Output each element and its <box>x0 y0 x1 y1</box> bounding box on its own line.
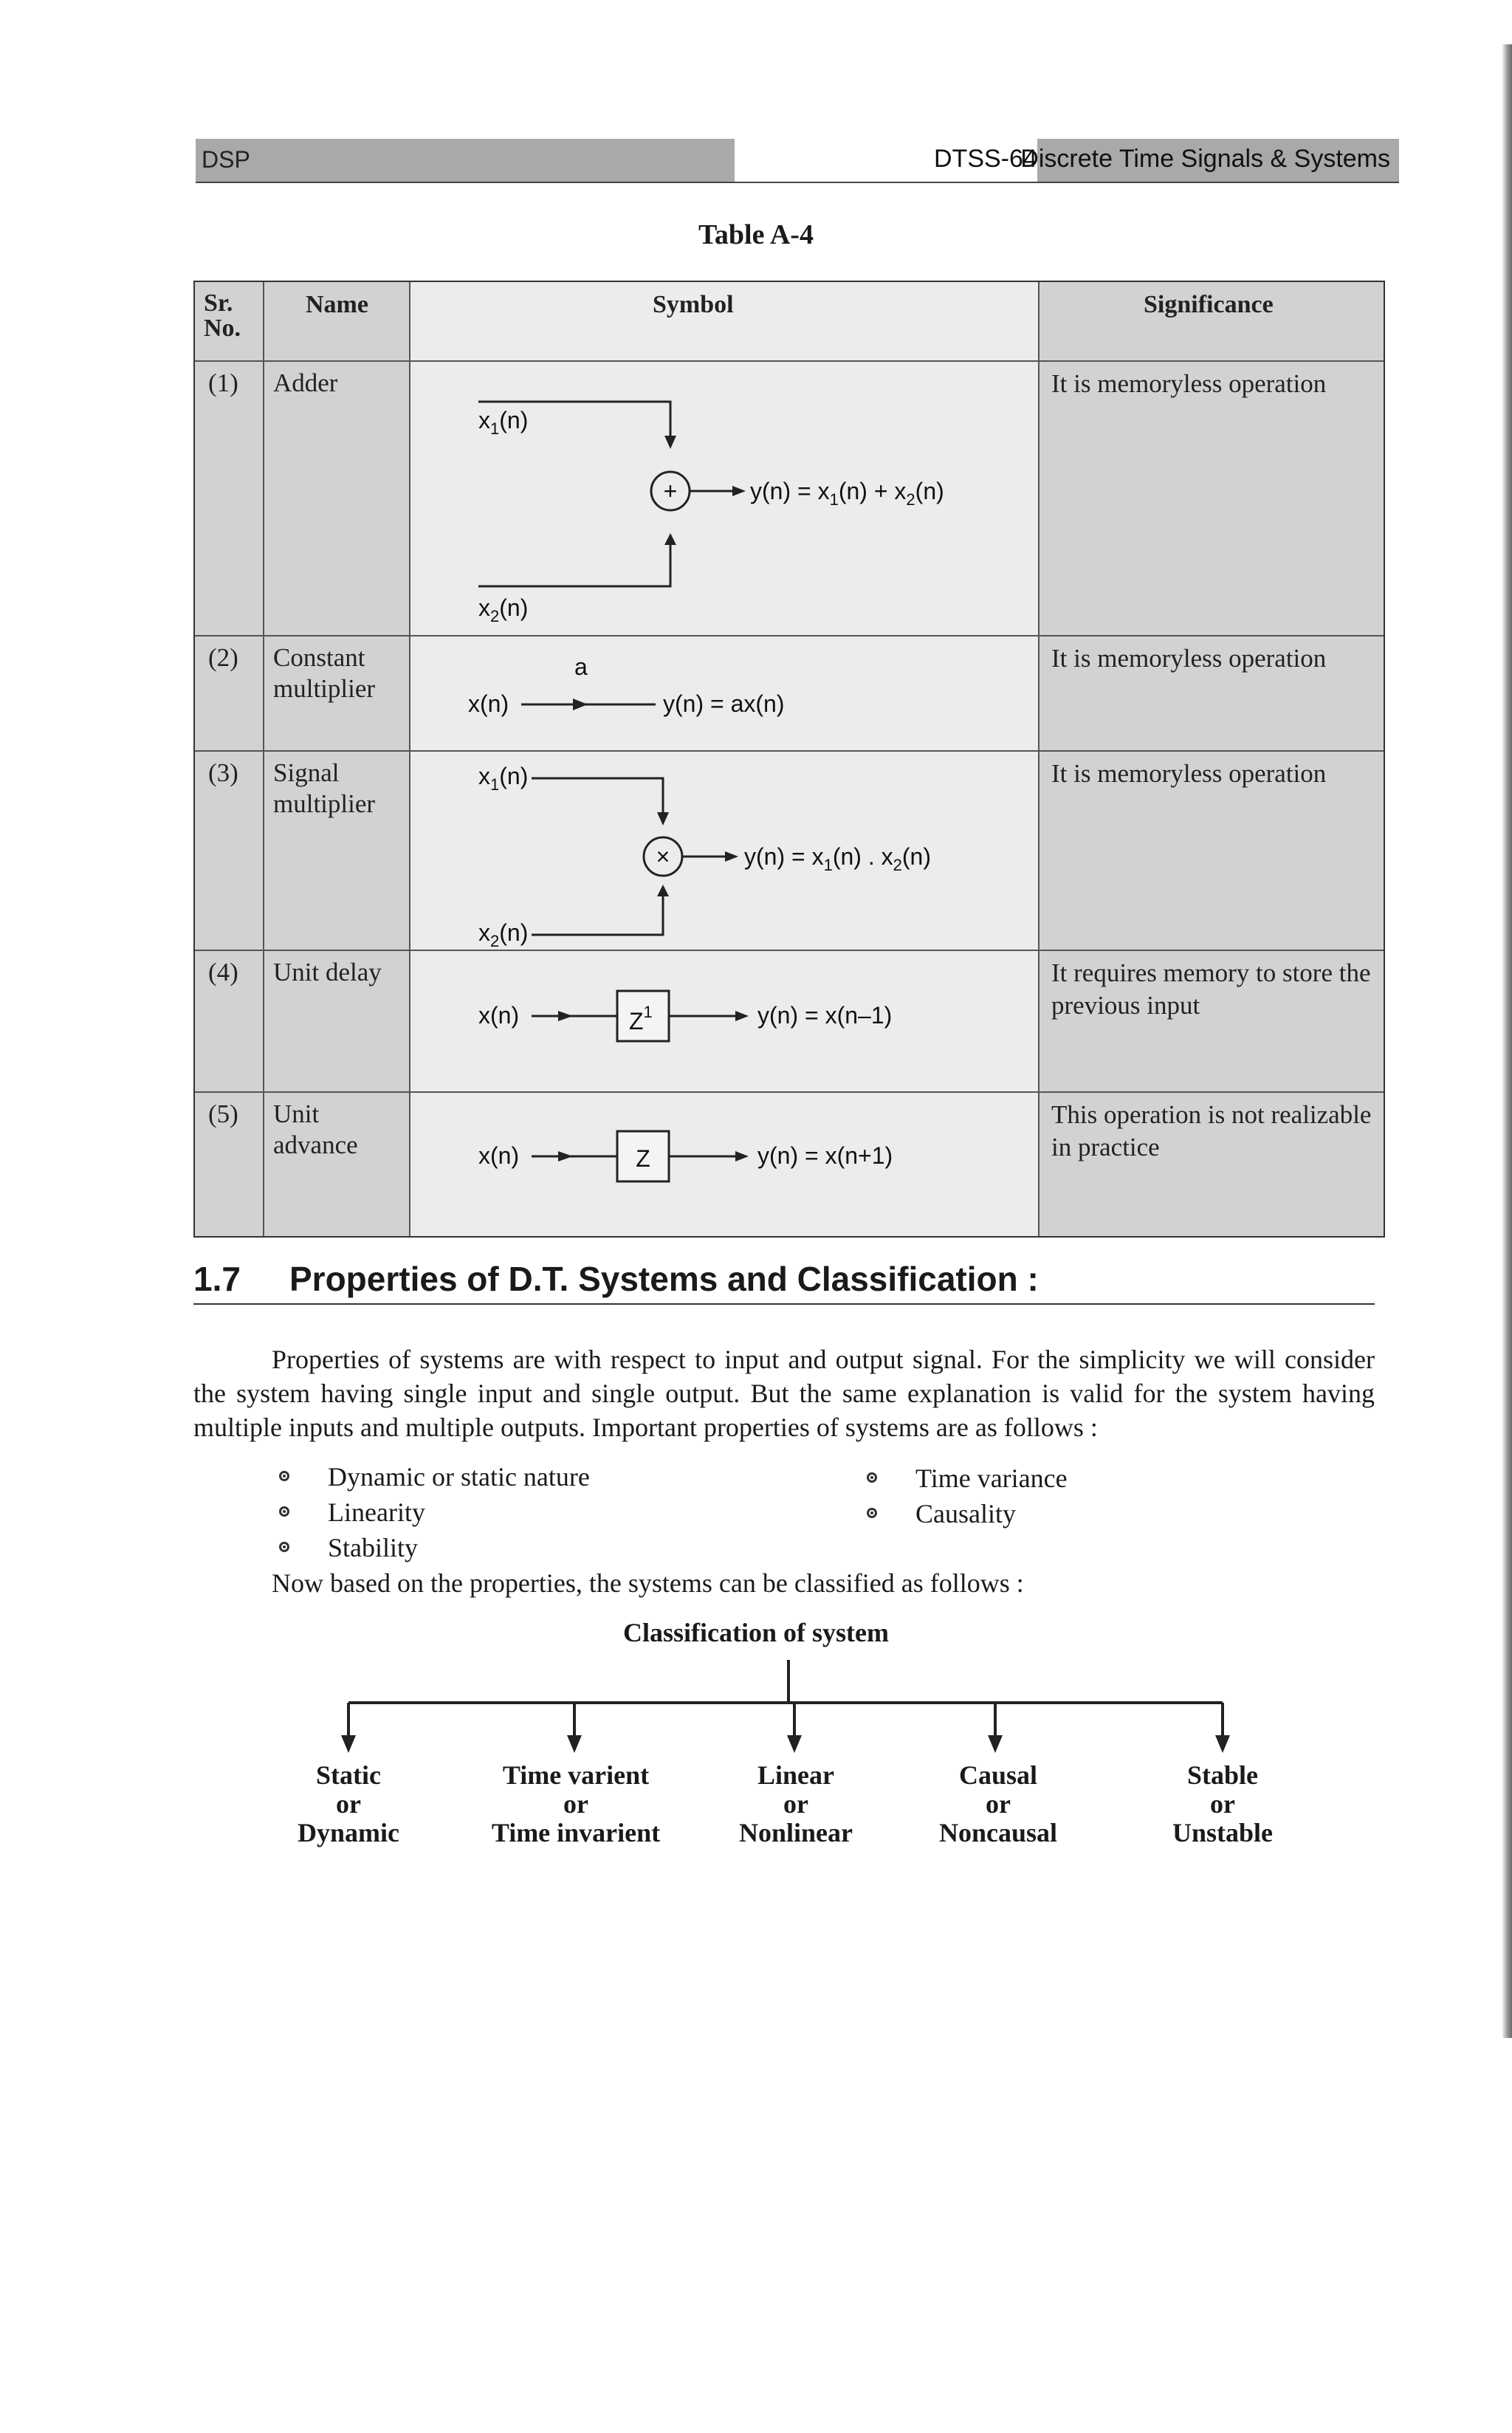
sig-mult-input-1: $x_1(n)$ <box>478 763 529 794</box>
row-name: Constant multiplier <box>273 643 376 703</box>
constant-multiplier-symbol <box>410 636 1038 749</box>
sig-mult-output: $y(n) = x_1(n)$ . $x_2(n)$ <box>744 843 931 874</box>
list-item: Linearity <box>272 1495 590 1530</box>
section-heading <box>193 1259 1375 1305</box>
table-caption: Table A-4 <box>698 219 814 250</box>
const-mult-gain: a <box>574 653 588 680</box>
delay-output: y(n) = x(n–1) <box>757 1002 893 1029</box>
row-number: (4) <box>208 958 238 986</box>
running-header <box>196 139 1399 183</box>
row-significance: It is memoryless operation <box>1051 759 1327 788</box>
class-node-causality: Causal or Noncausal <box>938 1760 1058 1847</box>
row-name: Unit delay <box>273 958 382 986</box>
row-significance: It is memoryless operation <box>1051 369 1327 398</box>
properties-list-right <box>859 1461 1068 1531</box>
row-significance: It requires memory to store the previous input <box>1051 958 1371 1020</box>
advance-input: x(n) <box>478 1142 520 1169</box>
delay-input: x(n) <box>478 1002 520 1029</box>
bullet-icon <box>867 1472 877 1483</box>
classify-intro: Now based on the properties, the systems can be classified as follows : <box>272 1568 1024 1598</box>
delay-block: $Z^1$ <box>629 1003 653 1034</box>
class-node-linearity: Linear or Nonlinear <box>738 1760 853 1847</box>
col-header-sr-no: Sr. No. <box>204 289 241 342</box>
bullet-icon <box>279 1506 289 1517</box>
class-node-time-variance: Time varient or Time invarient <box>491 1760 661 1847</box>
list-item: Dynamic or static nature <box>272 1459 590 1495</box>
bullet-icon <box>279 1542 289 1552</box>
header-chapter-title: Discrete Time Signals & Systems <box>1020 145 1390 173</box>
bullet-icon <box>279 1471 289 1481</box>
sig-mult-operator: × <box>656 843 670 870</box>
row-divider <box>195 360 1384 362</box>
classification-tree-lines <box>0 1654 1512 1757</box>
adder-input-1: $x_1(n)$ <box>478 407 529 438</box>
row-number: (3) <box>208 758 238 787</box>
row-significance: It is memoryless operation <box>1051 644 1327 673</box>
sig-mult-input-2: $x_2(n)$ <box>478 919 529 948</box>
col-header-name: Name <box>306 291 368 318</box>
unit-advance-symbol <box>410 1093 1038 1233</box>
row-significance: This operation is not realizable in practice <box>1051 1100 1372 1161</box>
adder-operator: + <box>663 478 678 504</box>
class-node-stability: Stable or Unstable <box>1172 1760 1274 1847</box>
list-item: Time variance <box>859 1461 1068 1496</box>
header-book-label: DSP <box>202 146 250 173</box>
bullet-icon <box>867 1508 877 1518</box>
col-header-significance: Significance <box>1144 291 1274 318</box>
advance-block: Z <box>636 1145 650 1172</box>
row-name: Adder <box>273 368 338 397</box>
header-page-code: DTSS-64 <box>934 145 1037 173</box>
advance-output: y(n) = x(n+1) <box>757 1142 893 1169</box>
properties-list-left <box>272 1459 590 1565</box>
classification-title: Classification of system <box>623 1618 889 1647</box>
section-title: Properties of D.T. Systems and Classification : <box>289 1260 1039 1298</box>
col-header-symbol: Symbol <box>653 291 734 318</box>
adder-input-2: $x_2(n)$ <box>478 594 529 625</box>
row-number: (1) <box>208 368 238 397</box>
const-mult-output: y(n) = ax(n) <box>663 690 785 717</box>
adder-symbol <box>410 363 1038 634</box>
row-number: (2) <box>208 643 238 672</box>
intro-paragraph: Properties of systems are with respect to input and output signal. For the simplicity we will consider the system having single input and single output. But the same explanation is valid for the system having multiple inputs and multiple outputs. Important properties of systems are as follows : <box>193 1345 1375 1442</box>
list-item: Stability <box>272 1530 590 1565</box>
unit-delay-symbol <box>410 951 1038 1090</box>
adder-output: $y(n) = x_1(n) + x_2(n)$ <box>750 478 944 509</box>
row-name: Signal multiplier <box>273 758 376 818</box>
row-number: (5) <box>208 1099 238 1128</box>
list-item: Causality <box>859 1496 1068 1531</box>
row-name: Unit advance <box>273 1099 358 1159</box>
const-mult-input: x(n) <box>468 690 509 717</box>
signal-multiplier-symbol <box>410 752 1038 948</box>
column-divider <box>263 282 264 1236</box>
section-number: 1.7 <box>193 1260 241 1298</box>
operations-table <box>193 281 1385 1238</box>
column-divider <box>1038 282 1040 1236</box>
class-node-static-dynamic: Static or Dynamic <box>298 1760 399 1847</box>
